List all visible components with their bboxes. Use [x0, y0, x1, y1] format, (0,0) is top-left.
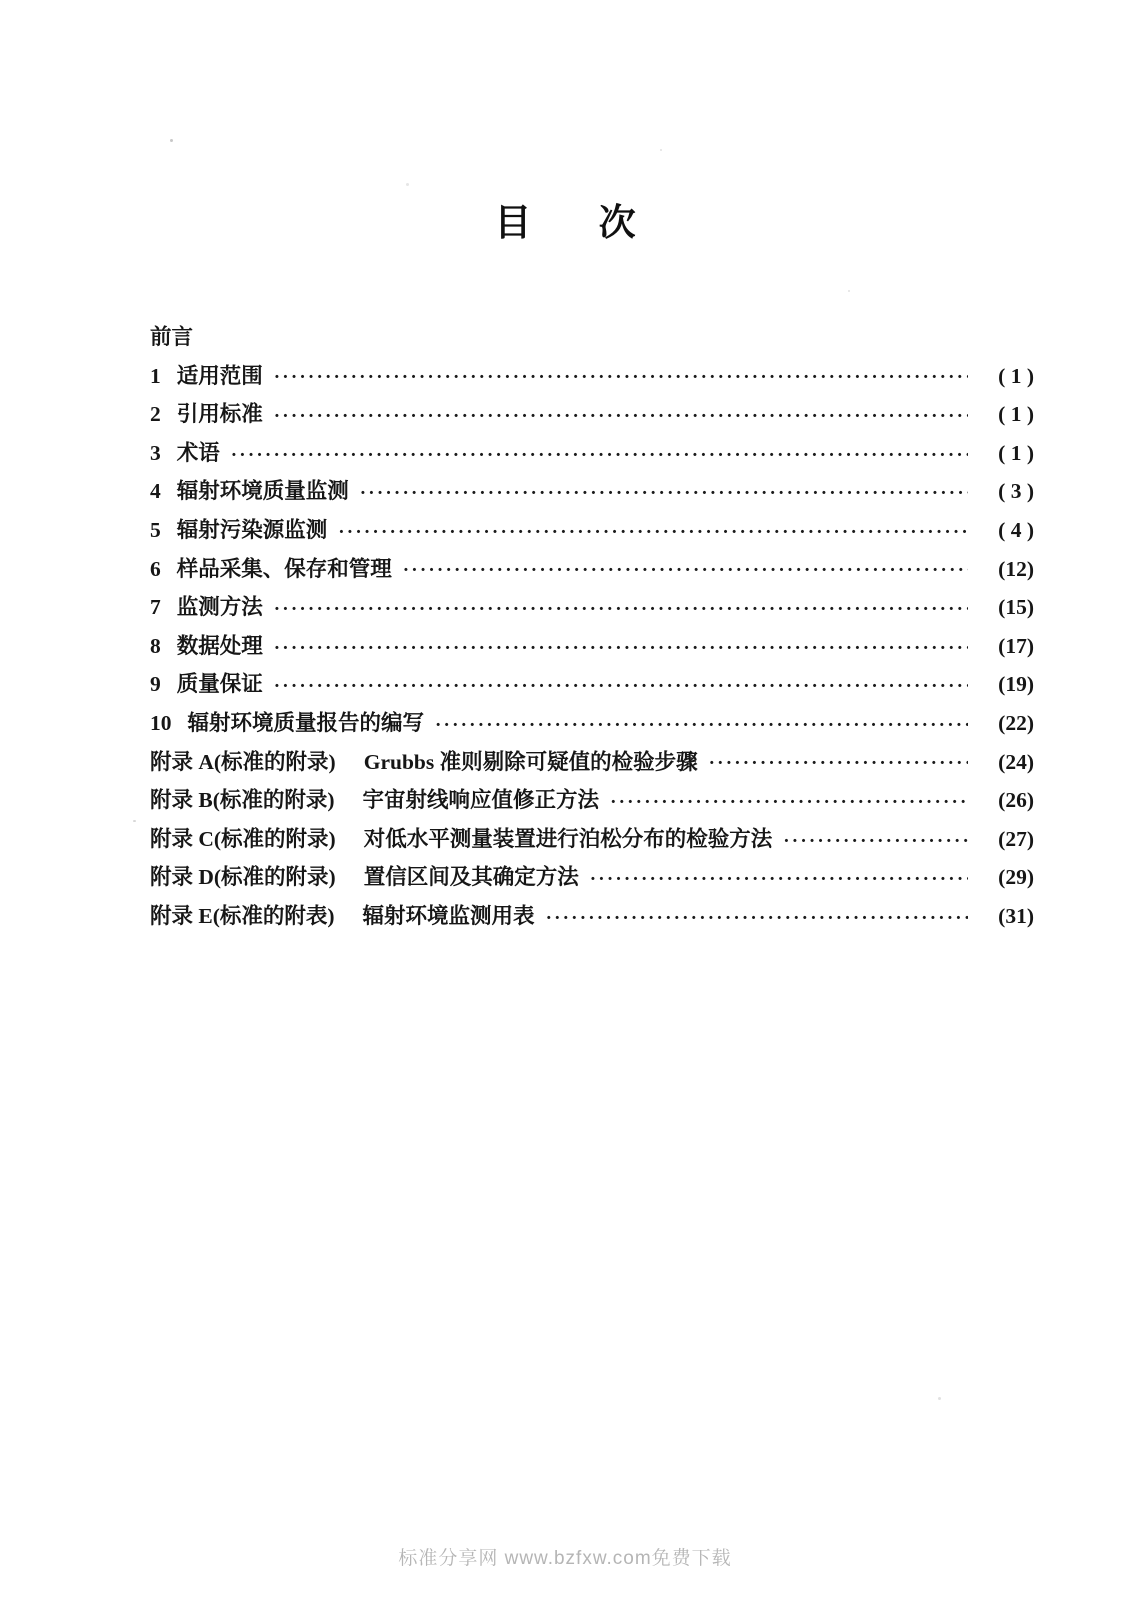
toc-entry-label: 附录 B(标准的附录): [150, 788, 335, 813]
scan-speck: [406, 183, 409, 186]
toc-entry-label: 辐射污染源监测: [176, 517, 328, 542]
toc-page-number: (15): [998, 595, 1034, 620]
toc-row: [150, 667, 1034, 706]
toc-leader-dots: [274, 639, 968, 658]
toc-entry-label: 监测方法: [176, 595, 263, 620]
toc-entry-subtitle: 辐射环境监测用表: [362, 903, 535, 928]
toc-leader-dots: [590, 870, 968, 889]
toc-row: [150, 745, 1034, 784]
toc-leader-dots: [274, 677, 968, 696]
toc-entry-label: 附录 D(标准的附录): [150, 865, 336, 890]
toc-entry-label: 数据处理: [176, 633, 263, 658]
scan-speck: [133, 820, 136, 822]
toc-entry-subtitle: 置信区间及其确定方法: [363, 865, 579, 890]
toc-page-number: ( 4 ): [998, 517, 1034, 542]
watermark-footer: 标准分享网 www.bzfxw.com免费下载: [398, 1548, 732, 1569]
toc-entry-label: 质量保证: [176, 672, 263, 697]
toc-row: [150, 320, 1034, 359]
toc-entry-number: 6: [150, 556, 161, 581]
toc-row: [150, 822, 1034, 861]
toc-entry-label: 样品采集、保存和管理: [176, 556, 392, 581]
toc-entry-label: 附录 C(标准的附录): [150, 826, 336, 851]
toc-leader-dots: [783, 832, 968, 851]
toc-entry-label: 附录 A(标准的附录): [150, 749, 336, 774]
toc-page-number: (27): [998, 826, 1034, 851]
toc-leader-dots: [274, 407, 968, 426]
toc-row: [150, 590, 1034, 629]
toc-row: [150, 899, 1034, 938]
toc-entry-label: 适用范围: [176, 363, 263, 388]
toc-row: [150, 629, 1034, 668]
toc-page-number: (22): [998, 710, 1034, 735]
toc-row: [150, 436, 1034, 475]
toc-entry-number: 2: [150, 402, 161, 427]
scan-speck: [938, 1397, 941, 1400]
toc-entry-label: 前言: [150, 325, 194, 349]
toc-entry-number: 3: [150, 440, 161, 465]
toc-page-number: ( 1 ): [998, 363, 1034, 388]
toc-entry-number: 7: [150, 595, 161, 620]
toc-entry-label: 辐射环境质量监测: [176, 479, 349, 504]
toc-row: [150, 783, 1034, 822]
toc-entry-subtitle: 对低水平测量装置进行泊松分布的检验方法: [363, 826, 773, 851]
toc-entry-number: 8: [150, 633, 161, 658]
toc-row: [150, 860, 1034, 899]
toc-entry-label: 引用标准: [176, 402, 263, 427]
toc-row: [150, 397, 1034, 436]
toc-leader-dots: [231, 446, 968, 465]
toc-row: [150, 706, 1034, 745]
page-title: 目 次: [494, 203, 636, 244]
toc-row: [150, 474, 1034, 513]
toc-page-number: (12): [998, 556, 1034, 581]
toc-leader-dots: [274, 600, 968, 619]
toc-page-number: (31): [998, 903, 1034, 928]
toc-entry-number: 5: [150, 517, 161, 542]
scan-speck: [170, 139, 173, 142]
toc-entry-number: 10: [150, 710, 172, 735]
scan-speck: [848, 290, 850, 292]
toc-entry-label: 术语: [176, 440, 220, 465]
toc-row: [150, 513, 1034, 552]
toc-leader-dots: [546, 909, 968, 928]
toc-page-number: (29): [998, 865, 1034, 890]
toc-entry-label: 附录 E(标准的附表): [150, 903, 335, 928]
toc-page-number: ( 1 ): [998, 402, 1034, 427]
toc-page-number: ( 3 ): [998, 479, 1034, 504]
toc-entry-number: 4: [150, 479, 161, 504]
toc-page-number: (17): [998, 633, 1034, 658]
toc-leader-dots: [435, 716, 968, 735]
toc-list: [150, 320, 1034, 938]
toc-leader-dots: [274, 368, 968, 387]
toc-leader-dots: [709, 754, 968, 773]
toc-entry-number: 1: [150, 363, 161, 388]
toc-entry-subtitle: 宇宙射线响应值修正方法: [362, 788, 600, 813]
toc-page-number: (19): [998, 672, 1034, 697]
toc-page-number: ( 1 ): [998, 440, 1034, 465]
toc-leader-dots: [360, 484, 968, 503]
toc-leader-dots: [403, 561, 968, 580]
toc-row: [150, 552, 1034, 591]
toc-entry-subtitle: Grubbs 准则剔除可疑值的检验步骤: [363, 749, 698, 774]
toc-row: [150, 359, 1034, 398]
toc-leader-dots: [338, 523, 968, 542]
toc-page-number: (26): [998, 788, 1034, 813]
toc-page-number: (24): [998, 749, 1034, 774]
toc-entry-number: 9: [150, 672, 161, 697]
toc-entry-label: 辐射环境质量报告的编写: [187, 710, 425, 735]
toc-leader-dots: [610, 793, 968, 812]
scan-speck: [660, 149, 662, 151]
